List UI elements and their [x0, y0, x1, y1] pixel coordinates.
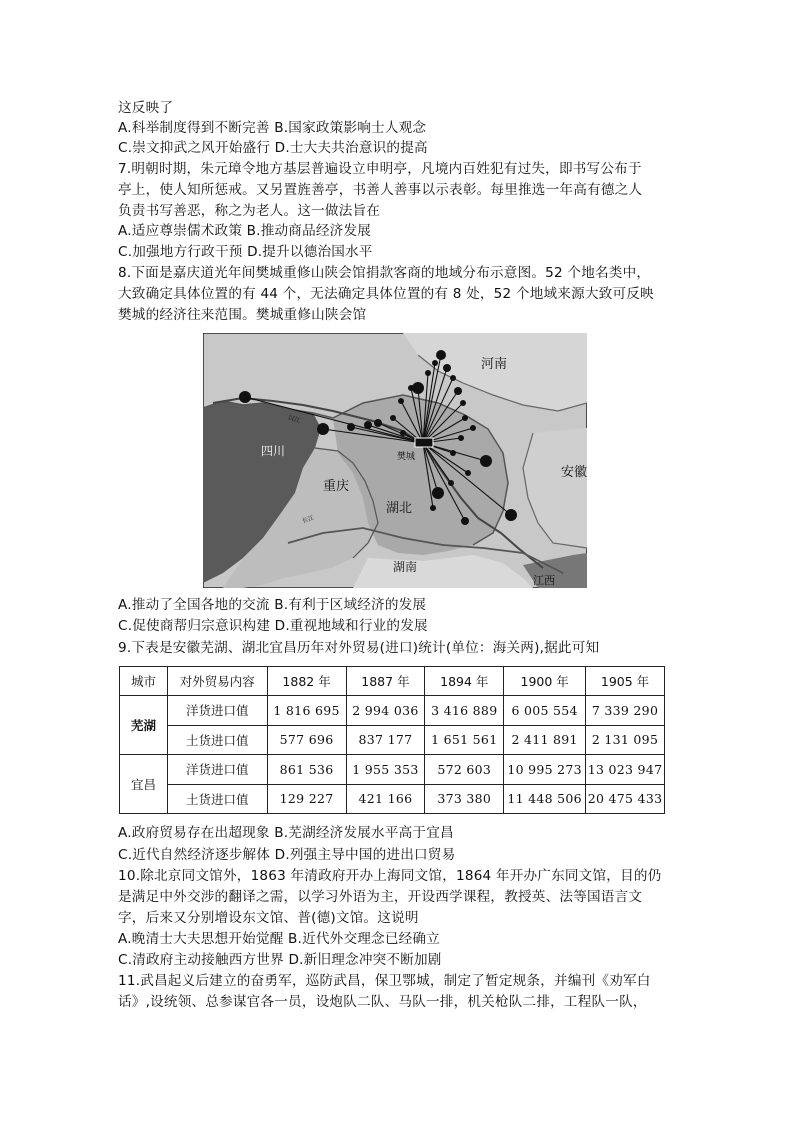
map-label-sichuan: 四川	[261, 444, 286, 458]
question-11: 11.武昌起义后建立的奋勇军，巡防武昌，保卫鄂城，制定了暂定规条，并编刊《劝军白	[118, 973, 651, 989]
question-9: 9.下表是安徽芜湖、湖北宜昌历年对外贸易(进口)统计(单位：海关两),据此可知	[118, 640, 600, 656]
city-cell: 宜昌	[120, 755, 168, 814]
map-label-changjiang: 长江	[301, 514, 315, 525]
item-cell: 土货进口值	[167, 725, 267, 755]
option-line: C.加强地方行政干预 D.提升以德治国水平	[118, 244, 373, 260]
table-header: 1894 年	[425, 667, 504, 696]
value-cell: 1 955 353	[346, 755, 425, 785]
value-cell: 7 339 290	[586, 696, 665, 726]
map-label-jiangxi: 江西	[533, 574, 555, 587]
city-cell: 芜湖	[120, 696, 168, 755]
option-line: C.近代自然经济逐步解体 D.列强主导中国的进出口贸易	[118, 847, 456, 863]
fancheng-map	[203, 333, 587, 588]
table-header: 1882 年	[267, 667, 346, 696]
value-cell: 837 177	[346, 725, 425, 755]
value-cell: 3 416 889	[425, 696, 504, 726]
item-cell: 土货进口值	[167, 784, 267, 814]
table-row	[120, 784, 665, 814]
text-line: 是满足中外交涉的翻译之需，以学习外语为主，开设西学课程，教授英、法等国语言文	[118, 889, 643, 905]
item-cell: 洋货进口值	[167, 755, 267, 785]
value-cell: 577 696	[267, 725, 346, 755]
option-line: A.政府贸易存在出超现象 B.芜湖经济发展水平高于宜昌	[118, 825, 454, 841]
text-line: 话》,设统领、总参谋官各一员，设炮队二队、马队一排，机关枪队二排，工程队一队，	[118, 994, 647, 1010]
text-line: 这反映了	[118, 100, 174, 116]
option-line: A.晚清士大夫思想开始觉醒 B.近代外交理念已经确立	[118, 931, 441, 947]
table-header: 1887 年	[346, 667, 425, 696]
value-cell: 20 475 433	[586, 784, 665, 814]
trade-table	[119, 666, 665, 814]
option-line: A.推动了全国各地的交流 B.有利于区域经济的发展	[118, 597, 427, 613]
map-label-anhui: 安徽	[561, 465, 587, 480]
option-line: C.清政府主动接触西方世界 D.新旧理念冲突不断加剧	[118, 952, 442, 968]
value-cell: 129 227	[267, 784, 346, 814]
option-line: A.科举制度得到不断完善 B.国家政策影响士人观念	[118, 120, 427, 136]
value-cell: 2 994 036	[346, 696, 425, 726]
value-cell: 1 651 561	[425, 725, 504, 755]
question-10: 10.除北京同文馆外，1863 年清政府开办上海同文馆，1864 年开办广东同文馆，目的仍	[118, 868, 662, 884]
value-cell: 2 131 095	[586, 725, 665, 755]
value-cell: 2 411 891	[504, 725, 586, 755]
map-label-hunan: 湖南	[393, 560, 418, 574]
value-cell: 13 023 947	[586, 755, 665, 785]
option-line: A.适应尊崇儒术政策 B.推动商品经济发展	[118, 223, 372, 239]
map-label-hubei: 湖北	[386, 501, 413, 516]
option-line: C.崇文抑武之风开始盛行 D.士大夫共治意识的提高	[118, 140, 428, 156]
table-header: 对外贸易内容	[167, 667, 267, 696]
value-cell: 1 816 695	[267, 696, 346, 726]
value-cell: 6 005 554	[504, 696, 586, 726]
question-7: 7.明朝时期，朱元璋令地方基层普遍设立申明亭，凡境内百姓犯有过失，即书写公布于	[118, 161, 642, 177]
map-label-henan: 河南	[481, 357, 508, 372]
value-cell: 373 380	[425, 784, 504, 814]
text-line: 樊城的经济往来范围。樊城重修山陕会馆	[118, 307, 367, 323]
map-label-fancheng: 樊城	[397, 452, 416, 462]
map-label-chongqing: 重庆	[323, 479, 350, 494]
table-row	[120, 696, 665, 726]
question-8: 8.下面是嘉庆道光年间樊城重修山陕会馆捐款客商的地域分布示意图。52 个地名类中，	[118, 265, 651, 281]
table-row	[120, 755, 665, 785]
text-line: 亭上，使人知所惩戒。又另置旌善亭，书善人善事以示表彰。每里推选一年高有德之人	[118, 182, 643, 198]
table-header-row	[120, 667, 665, 696]
value-cell: 572 603	[425, 755, 504, 785]
value-cell: 11 448 506	[504, 784, 586, 814]
table-header: 1905 年	[586, 667, 665, 696]
table-header: 1900 年	[504, 667, 586, 696]
table-row	[120, 725, 665, 755]
item-cell: 洋货进口值	[167, 696, 267, 726]
text-line: 大致确定具体位置的有 44 个，无法确定具体位置的有 8 处，52 个地域来源大致可反映	[118, 286, 654, 302]
value-cell: 861 536	[267, 755, 346, 785]
value-cell: 421 166	[346, 784, 425, 814]
value-cell: 10 995 273	[504, 755, 586, 785]
table-header: 城市	[120, 667, 168, 696]
text-line: 字，后来又分别增设东文馆、普(德)文馆。这说明	[118, 910, 419, 926]
map-label-hanjiang: 汉江	[287, 414, 301, 425]
text-line: 负责书写善恶，称之为老人。这一做法旨在	[118, 203, 381, 219]
option-line: C.促使商帮归宗意识构建 D.重视地域和行业的发展	[118, 618, 428, 634]
